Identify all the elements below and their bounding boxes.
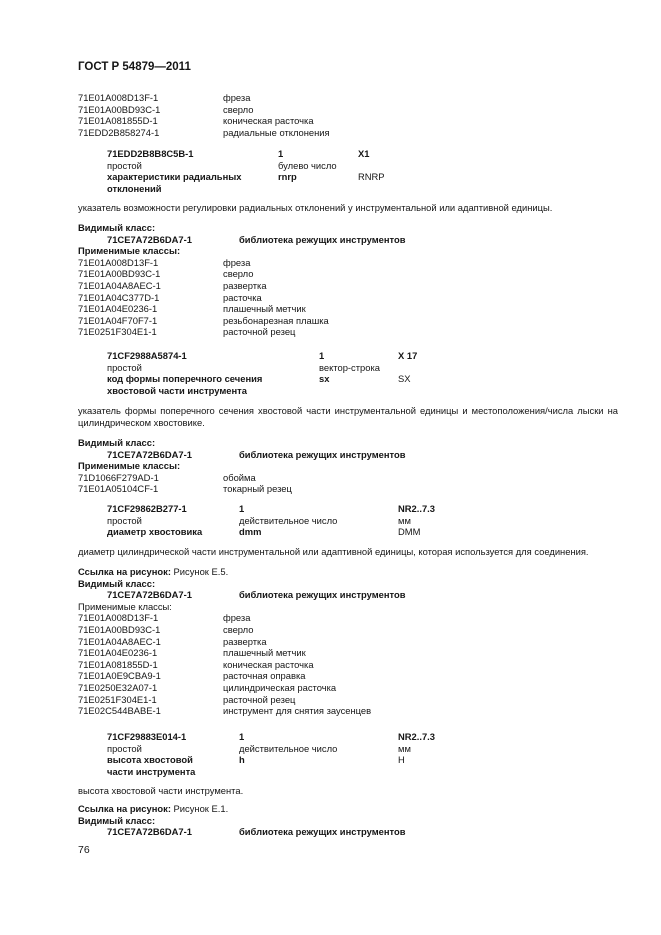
class-name: сверло [223, 623, 254, 635]
class-row [78, 483, 618, 495]
class-name: сверло [223, 268, 254, 280]
class-row [78, 104, 618, 116]
class-row [78, 268, 618, 280]
class-name: обойма [223, 471, 256, 483]
class-code: 71E01A008D13F-1 [78, 92, 159, 103]
property-name: характеристики радиальных [107, 171, 242, 183]
class-row [78, 624, 618, 636]
property-symbol: h [239, 754, 245, 766]
library-id: 71CE7A72B6DA7-1 [107, 448, 192, 460]
class-code: 71D1066F279AD-1 [78, 471, 159, 483]
class-name: сверло [223, 103, 254, 115]
class-name: развертка [223, 635, 267, 647]
property-datatype: вектор-строка [319, 361, 380, 373]
property-alt-symbol: H [398, 754, 405, 766]
class-row [78, 705, 618, 717]
visible-class-block [78, 803, 618, 838]
class-row [78, 659, 618, 671]
property-name-cont: отклонений [107, 182, 162, 194]
class-code: 71E01A081855D-1 [78, 115, 158, 127]
class-row [78, 694, 618, 706]
visible-class-label: Видимый класс: [78, 814, 156, 826]
property-alt-symbol: SX [398, 373, 411, 385]
property-unit-code: X1 [358, 148, 370, 159]
class-name: резьбонарезная плашка [223, 314, 329, 326]
class-row [78, 115, 618, 127]
property-definition: диаметр цилиндрической части инструментальной или адаптивной единицы, которая используется для соединения. [78, 546, 589, 557]
standard-header: ГОСТ Р 54879—2011 [78, 61, 191, 73]
applicable-classes-list [78, 92, 618, 138]
class-row [78, 303, 618, 315]
property-unit: мм [398, 514, 411, 526]
class-name: развертка [223, 279, 267, 291]
class-name: фреза [223, 92, 251, 103]
property-entry [78, 731, 618, 777]
property-alt-symbol: RNRP [358, 171, 385, 183]
class-name: коническая расточка [223, 115, 314, 127]
property-format: NR2..7.3 [398, 731, 435, 742]
property-entry [78, 503, 618, 538]
figure-ref-label: Ссылка на рисунок: [78, 566, 171, 577]
class-code: 71E01A05104CF-1 [78, 483, 159, 495]
figure-ref-value: Рисунок Е.1. [173, 803, 229, 814]
class-code: 71E01A081855D-1 [78, 658, 158, 670]
property-name: диаметр хвостовика [107, 526, 203, 538]
property-entry [78, 148, 618, 194]
library-id: 71CE7A72B6DA7-1 [107, 233, 192, 245]
visible-class-label: Видимый класс: [78, 222, 156, 233]
property-symbol: rnrp [278, 171, 297, 183]
property-name-cont: части инструмента [107, 765, 196, 777]
property-unit-code: X 17 [398, 350, 418, 361]
class-code: 71E01A04E0236-1 [78, 303, 158, 315]
property-symbol: dmm [239, 526, 262, 538]
property-datatype: булево число [278, 159, 337, 171]
property-name: код формы поперечного сечения [107, 373, 263, 385]
class-row [78, 472, 618, 484]
property-symbol: sx [319, 373, 330, 385]
property-kind: простой [107, 159, 142, 171]
visible-class-block [78, 437, 618, 495]
applicable-classes-label: Применимые классы: [78, 600, 172, 612]
class-row [78, 280, 618, 292]
class-name: плашечный метчик [223, 647, 306, 659]
property-entry [78, 350, 618, 396]
class-name: расточная оправка [223, 670, 306, 682]
figure-ref-value: Рисунок Е.5. [173, 566, 229, 577]
class-row [78, 647, 618, 659]
class-name: цилиндрическая расточка [223, 681, 337, 693]
class-code: 71E01A04A8AEC-1 [78, 635, 161, 647]
class-row [78, 670, 618, 682]
class-name: расточной резец [223, 693, 296, 705]
property-definition: указатель возможности регулировки радиальных отклонений у инструментальной или адаптивной единицы. [78, 202, 553, 213]
class-code: 71E01A008D13F-1 [78, 256, 159, 268]
class-name: коническая расточка [223, 658, 314, 670]
class-row [78, 92, 618, 104]
library-name: библиотека режущих инструментов [239, 233, 406, 245]
library-id: 71CE7A72B6DA7-1 [107, 826, 192, 838]
visible-class-label: Видимый класс: [78, 437, 156, 448]
class-code: 71E01A04A8AEC-1 [78, 279, 161, 291]
class-name: расточной резец [223, 326, 296, 338]
class-code: 71E01A04F70F7-1 [78, 314, 158, 326]
class-row [78, 636, 618, 648]
class-row [78, 315, 618, 327]
property-id: 71EDD2B8B8C5B-1 [107, 148, 194, 159]
property-id: 71CF29862B277-1 [107, 503, 187, 514]
property-name: высота хвостовой [107, 754, 193, 766]
class-name: инструмент для снятия заусенцев [223, 705, 372, 717]
property-definition: указатель формы поперечного сечения хвостовой части инструментальной единицы и местоположения/числа лыски на цилиндрическом хвостовике. [78, 405, 618, 429]
property-count: 1 [319, 350, 325, 361]
class-row [78, 127, 618, 139]
class-code: 71E01A00BD93C-1 [78, 623, 161, 635]
library-name: библиотека режущих инструментов [239, 589, 406, 601]
property-kind: простой [107, 742, 142, 754]
class-name: плашечный метчик [223, 303, 306, 315]
class-name: расточка [223, 291, 262, 303]
class-row [78, 612, 618, 624]
library-name: библиотека режущих инструментов [239, 826, 406, 838]
class-name: фреза [223, 256, 251, 268]
property-name-cont: хвостовой части инструмента [107, 384, 247, 396]
property-id: 71CF2988A5874-1 [107, 350, 187, 361]
visible-class-block [78, 222, 618, 338]
property-kind: простой [107, 514, 142, 526]
class-name: фреза [223, 612, 251, 624]
class-row [78, 682, 618, 694]
property-datatype: действительное число [239, 514, 338, 526]
property-format: NR2..7.3 [398, 503, 435, 514]
property-alt-symbol: DMM [398, 526, 421, 538]
figure-ref-label: Ссылка на рисунок: [78, 803, 171, 814]
class-code: 71E01A008D13F-1 [78, 612, 159, 624]
class-code: 71E0250E32A07-1 [78, 681, 158, 693]
visible-class-block [78, 566, 618, 717]
class-code: 71E0251F304E1-1 [78, 326, 157, 338]
property-count: 1 [239, 503, 245, 514]
class-code: 71E01A04E0236-1 [78, 647, 158, 659]
class-code: 71E02C544BABE-1 [78, 705, 161, 717]
property-unit: мм [398, 742, 411, 754]
library-id: 71CE7A72B6DA7-1 [107, 589, 192, 601]
class-row [78, 257, 618, 269]
class-code: 71E0251F304E1-1 [78, 693, 157, 705]
class-row [78, 292, 618, 304]
property-datatype: действительное число [239, 742, 338, 754]
property-kind: простой [107, 361, 142, 373]
property-count: 1 [239, 731, 245, 742]
property-id: 71CF29883E014-1 [107, 731, 187, 742]
visible-class-label: Видимый класс: [78, 577, 156, 589]
class-name: токарный резец [223, 483, 292, 495]
class-row [78, 326, 618, 338]
library-name: библиотека режущих инструментов [239, 448, 406, 460]
property-count: 1 [278, 148, 284, 159]
applicable-classes-label: Применимые классы: [78, 460, 181, 472]
applicable-classes-label: Применимые классы: [78, 245, 181, 257]
class-code: 71E01A0E9CBA9-1 [78, 670, 161, 682]
page-number: 76 [78, 844, 90, 856]
property-definition: высота хвостовой части инструмента. [78, 785, 244, 796]
class-name: радиальные отклонения [223, 126, 330, 138]
class-code: 71EDD2B858274-1 [78, 126, 160, 138]
class-code: 71E01A00BD93C-1 [78, 103, 161, 115]
class-code: 71E01A00BD93C-1 [78, 268, 161, 280]
class-code: 71E01A04C377D-1 [78, 291, 160, 303]
